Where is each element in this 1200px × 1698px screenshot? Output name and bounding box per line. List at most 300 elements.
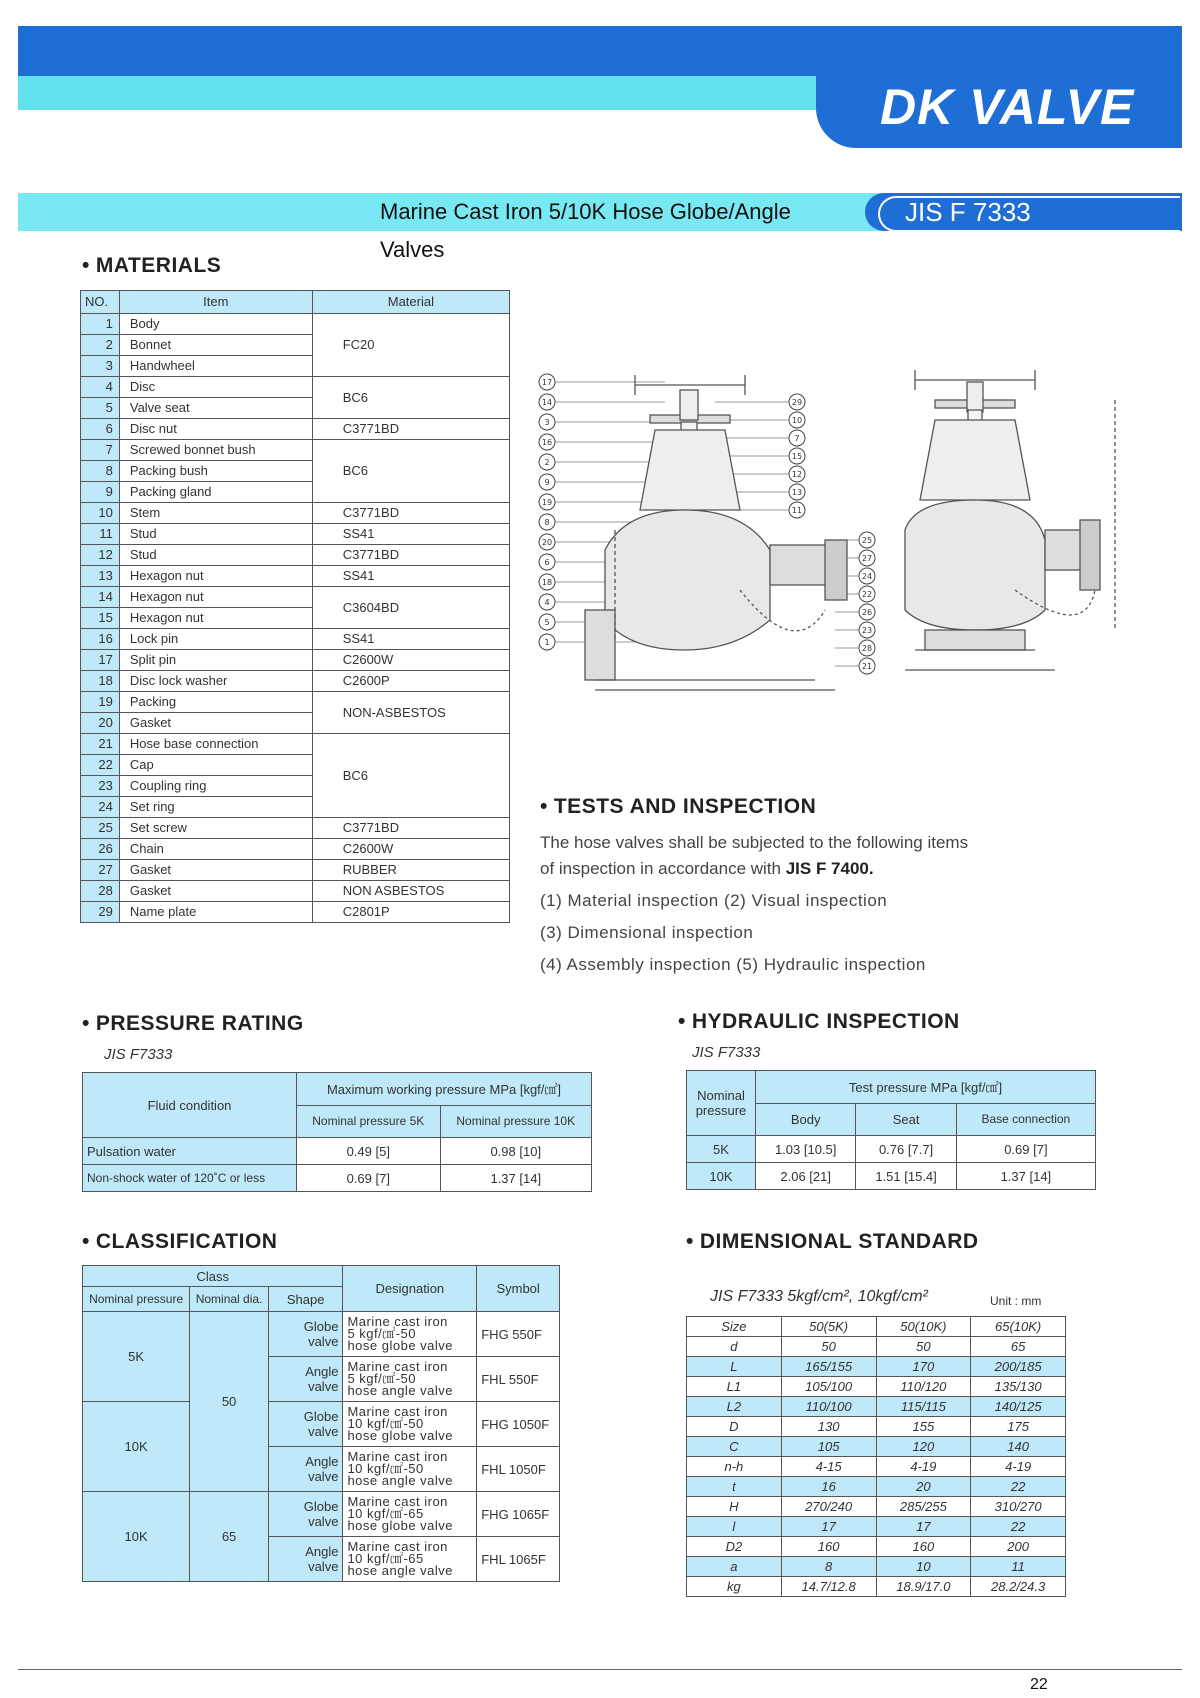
material-no: 3 (81, 356, 120, 377)
material-item: Hexagon nut (119, 566, 312, 587)
dimensional-value: 8 (781, 1557, 876, 1577)
class-shape: Angle valve (268, 1357, 343, 1402)
max-pressure-header: Maximum working pressure MPa [kgf/㎠] (297, 1073, 592, 1106)
pressure-table (82, 1072, 592, 1192)
hyd-row-pressure: 5K (687, 1136, 756, 1163)
material-row (81, 839, 510, 860)
class-shape: Angle valve (268, 1537, 343, 1582)
class-pressure-10k: 10K (83, 1492, 190, 1582)
designation-line: hose globe valve (347, 1518, 454, 1533)
callout-label: 25 (861, 536, 873, 545)
material-no: 18 (81, 671, 120, 692)
callout-label: 11 (791, 506, 803, 515)
material-item: Bonnet (119, 335, 312, 356)
material-item: Stud (119, 545, 312, 566)
class-shape: Globe valve (268, 1402, 343, 1447)
material-row (81, 650, 510, 671)
dimensional-value: 50 (781, 1337, 876, 1357)
dimensional-header-row (687, 1317, 1066, 1337)
material-row (81, 440, 510, 461)
material-value: BC6 (312, 734, 509, 818)
material-item: Hexagon nut (119, 587, 312, 608)
dimensional-note: JIS F7333 5kgf/cm², 10kgf/cm² (710, 1288, 928, 1305)
material-value: SS41 (312, 629, 509, 650)
dimensional-value: 175 (971, 1417, 1066, 1437)
callout-label: 17 (541, 378, 553, 387)
class-designation (343, 1312, 477, 1357)
dimensional-row (687, 1577, 1066, 1597)
material-item: Disc lock washer (119, 671, 312, 692)
material-no: 9 (81, 482, 120, 503)
dimensional-row (687, 1377, 1066, 1397)
material-no: 14 (81, 587, 120, 608)
classification-table (82, 1265, 560, 1582)
material-value: C2600P (312, 671, 509, 692)
dimensional-value: 28.2/24.3 (971, 1577, 1066, 1597)
material-row (81, 671, 510, 692)
material-item: Packing bush (119, 461, 312, 482)
material-row (81, 545, 510, 566)
nominal-pressure-header: Nominal pressure (687, 1071, 756, 1136)
class-symbol: FHG 1050F (477, 1402, 560, 1447)
material-row (81, 587, 510, 608)
dimensional-value: 140/125 (971, 1397, 1066, 1417)
material-row (81, 419, 510, 440)
header-band (18, 26, 1182, 76)
material-no: 1 (81, 314, 120, 335)
class-pressure-10k: 10K (83, 1402, 190, 1492)
dimensional-value: 200/185 (971, 1357, 1066, 1377)
dimensional-value: 165/155 (781, 1357, 876, 1377)
material-no: 19 (81, 692, 120, 713)
dimensional-value: 20 (876, 1477, 971, 1497)
dimensional-value: 22 (971, 1477, 1066, 1497)
fluid-condition-header: Fluid condition (83, 1073, 297, 1138)
dimensional-value: 50 (876, 1337, 971, 1357)
callout-label: 7 (794, 434, 800, 443)
class-symbol: FHL 1065F (477, 1537, 560, 1582)
material-row (81, 314, 510, 335)
designation-line: Marine cast iron (347, 1314, 448, 1329)
callout-label: 1 (544, 638, 550, 647)
material-value: C3771BD (312, 818, 509, 839)
dimensional-symbol: D2 (687, 1537, 782, 1557)
brand-name: DK VALVE (880, 79, 1135, 135)
col-material: Material (312, 291, 509, 314)
pressure-row-5k: 0.69 [7] (297, 1165, 441, 1192)
dimensional-value: 11 (971, 1557, 1066, 1577)
material-no: 27 (81, 860, 120, 881)
dimensional-row (687, 1457, 1066, 1477)
material-no: 15 (81, 608, 120, 629)
material-item: Gasket (119, 860, 312, 881)
hyd-row-base: 1.37 [14] (956, 1163, 1095, 1190)
class-shape: Angle valve (268, 1447, 343, 1492)
dimensional-row (687, 1477, 1066, 1497)
dimensional-symbol: l (687, 1517, 782, 1537)
material-row (81, 524, 510, 545)
dimensional-value: 310/270 (971, 1497, 1066, 1517)
class-shape: Globe valve (268, 1492, 343, 1537)
material-item: Packing (119, 692, 312, 713)
designation-line: Marine cast iron (347, 1404, 448, 1419)
materials-heading: • MATERIALS (82, 254, 221, 278)
dimensional-symbol: L1 (687, 1377, 782, 1397)
callout-label: 5 (544, 618, 550, 627)
dimensional-value: 110/120 (876, 1377, 971, 1397)
material-value: FC20 (312, 314, 509, 377)
callout-label: 29 (791, 398, 803, 407)
material-row (81, 566, 510, 587)
dimensional-value: 4-19 (971, 1457, 1066, 1477)
material-no: 4 (81, 377, 120, 398)
material-value: C3771BD (312, 545, 509, 566)
designation-line: Marine cast iron (347, 1539, 448, 1554)
material-no: 20 (81, 713, 120, 734)
dimensional-value: 270/240 (781, 1497, 876, 1517)
nominal-pressure-col: Nominal pressure (83, 1287, 190, 1312)
dimensional-value: 105 (781, 1437, 876, 1457)
material-no: 16 (81, 629, 120, 650)
material-no: 8 (81, 461, 120, 482)
hyd-row-base: 0.69 [7] (956, 1136, 1095, 1163)
material-value: BC6 (312, 377, 509, 419)
dimensional-value: 120 (876, 1437, 971, 1457)
tests-item-line-3: (4) Assembly inspection (5) Hydraulic inspection (540, 955, 926, 974)
material-item: Valve seat (119, 398, 312, 419)
hyd-row-seat: 1.51 [15.4] (856, 1163, 956, 1190)
dimensional-row (687, 1517, 1066, 1537)
class-designation (343, 1402, 477, 1447)
dimensional-symbol: kg (687, 1577, 782, 1597)
base-header: Base connection (956, 1103, 1095, 1136)
footer-rule (18, 1669, 1182, 1670)
col-item: Item (119, 291, 312, 314)
designation-line: hose angle valve (347, 1383, 454, 1398)
hyd-row-body: 2.06 [21] (756, 1163, 856, 1190)
material-item: Gasket (119, 881, 312, 902)
callout-label: 2 (544, 458, 550, 467)
designation-line: hose angle valve (347, 1563, 454, 1578)
tests-heading: • TESTS AND INSPECTION (540, 795, 816, 819)
material-value: RUBBER (312, 860, 509, 881)
dimensional-heading: • DIMENSIONAL STANDARD (686, 1230, 979, 1254)
material-value: SS41 (312, 566, 509, 587)
material-item: Stud (119, 524, 312, 545)
callout-label: 13 (791, 488, 803, 497)
dimensional-header-cell: Size (687, 1317, 782, 1337)
tests-intro-text: of inspection in accordance with (540, 859, 786, 878)
callout-label: 28 (861, 644, 873, 653)
class-designation (343, 1447, 477, 1492)
material-row (81, 692, 510, 713)
callout-label: 24 (861, 572, 873, 581)
designation-line: 10 kgf/㎠-65 (347, 1551, 424, 1566)
class-symbol: FHG 1065F (477, 1492, 560, 1537)
test-pressure-header: Test pressure MPa [kgf/㎠] (756, 1071, 1096, 1104)
class-header: Class (83, 1266, 343, 1287)
dimensional-value: 4-15 (781, 1457, 876, 1477)
designation-line: 10 kgf/㎠-50 (347, 1416, 424, 1431)
material-item: Disc nut (119, 419, 312, 440)
hyd-row-body: 1.03 [10.5] (756, 1136, 856, 1163)
material-no: 12 (81, 545, 120, 566)
dimensional-value: 18.9/17.0 (876, 1577, 971, 1597)
class-designation (343, 1492, 477, 1537)
nominal-5k-header: Nominal pressure 5K (297, 1105, 441, 1138)
dimensional-row (687, 1397, 1066, 1417)
header-accent (18, 76, 818, 110)
material-row (81, 902, 510, 923)
hyd-row-seat: 0.76 [7.7] (856, 1136, 956, 1163)
material-row (81, 377, 510, 398)
dimensional-value: 17 (781, 1517, 876, 1537)
class-designation (343, 1537, 477, 1582)
dimensional-value: 17 (876, 1517, 971, 1537)
material-no: 7 (81, 440, 120, 461)
dimensional-value: 4-19 (876, 1457, 971, 1477)
callout-label: 23 (861, 626, 873, 635)
dimensional-unit: Unit : mm (990, 1294, 1042, 1308)
class-dia-65: 65 (190, 1492, 269, 1582)
dimensional-value: 16 (781, 1477, 876, 1497)
dimensional-row (687, 1337, 1066, 1357)
material-item: Chain (119, 839, 312, 860)
material-no: 13 (81, 566, 120, 587)
material-item: Packing gland (119, 482, 312, 503)
tests-intro (540, 830, 1060, 978)
designation-line: 10 kgf/㎠-65 (347, 1506, 424, 1521)
dimensional-symbol: n-h (687, 1457, 782, 1477)
material-value: C3604BD (312, 587, 509, 629)
material-item: Hose base connection (119, 734, 312, 755)
material-item: Stem (119, 503, 312, 524)
dimensional-symbol: C (687, 1437, 782, 1457)
material-row (81, 860, 510, 881)
material-item: Handwheel (119, 356, 312, 377)
designation-line: hose globe valve (347, 1428, 454, 1443)
material-item: Screwed bonnet bush (119, 440, 312, 461)
tests-standard-ref: JIS F 7400. (785, 859, 874, 878)
callout-label: 21 (861, 662, 873, 671)
callout-label: 3 (544, 418, 550, 427)
callout-label: 12 (791, 470, 803, 479)
dimensional-value: 140 (971, 1437, 1066, 1457)
material-item: Disc (119, 377, 312, 398)
material-no: 11 (81, 524, 120, 545)
designation-line: Marine cast iron (347, 1449, 448, 1464)
tests-intro-line-1: The hose valves shall be subjected to the following items (540, 833, 969, 852)
dimensional-row (687, 1537, 1066, 1557)
callout-label: 8 (544, 518, 550, 527)
dimensional-value: 285/255 (876, 1497, 971, 1517)
material-item: Coupling ring (119, 776, 312, 797)
callout-label: 18 (541, 578, 553, 587)
dimensional-value: 10 (876, 1557, 971, 1577)
nominal-10k-header: Nominal pressure 10K (440, 1105, 591, 1138)
designation-line: Marine cast iron (347, 1359, 448, 1374)
standard-label: JIS F 7333 (905, 197, 1031, 227)
dimensional-symbol: D (687, 1417, 782, 1437)
material-no: 24 (81, 797, 120, 818)
class-symbol: FHL 550F (477, 1357, 560, 1402)
material-item: Set screw (119, 818, 312, 839)
body-header: Body (756, 1103, 856, 1136)
valve-drawing (535, 360, 1135, 740)
material-no: 2 (81, 335, 120, 356)
dimensional-table (686, 1316, 1066, 1597)
hydraulic-heading: • HYDRAULIC INSPECTION (678, 1010, 960, 1034)
pressure-row-cond: Pulsation water (83, 1138, 297, 1165)
callout-label: 14 (541, 398, 553, 407)
class-symbol: FHL 1050F (477, 1447, 560, 1492)
pressure-note: JIS F7333 (104, 1046, 173, 1063)
callout-label: 4 (544, 598, 550, 607)
class-dia-50: 50 (190, 1312, 269, 1492)
page-title: Marine Cast Iron 5/10K Hose Globe/Angle Valves (380, 199, 791, 262)
class-shape: Globe valve (268, 1312, 343, 1357)
pressure-heading: • PRESSURE RATING (82, 1012, 304, 1036)
dimensional-row (687, 1357, 1066, 1377)
material-value: NON-ASBESTOS (312, 692, 509, 734)
dimensional-symbol: a (687, 1557, 782, 1577)
material-no: 6 (81, 419, 120, 440)
dimensional-value: 170 (876, 1357, 971, 1377)
material-item: Name plate (119, 902, 312, 923)
material-row (81, 881, 510, 902)
material-value: SS41 (312, 524, 509, 545)
dimensional-value: 110/100 (781, 1397, 876, 1417)
dimensional-value: 105/100 (781, 1377, 876, 1397)
dimensional-header-cell: 50(10K) (876, 1317, 971, 1337)
material-item: Split pin (119, 650, 312, 671)
callout-label: 16 (541, 438, 553, 447)
dimensional-value: 130 (781, 1417, 876, 1437)
callout-label: 10 (791, 416, 803, 425)
pressure-row-cond: Non-shock water of 120˚C or less (83, 1165, 297, 1192)
dimensional-value: 115/115 (876, 1397, 971, 1417)
material-value: C2801P (312, 902, 509, 923)
material-row (81, 734, 510, 755)
shape-col: Shape (268, 1287, 343, 1312)
materials-table (80, 290, 510, 923)
material-item: Cap (119, 755, 312, 776)
designation-line: 10 kgf/㎠-50 (347, 1461, 424, 1476)
classification-heading: • CLASSIFICATION (82, 1230, 277, 1254)
callout-label: 6 (544, 558, 550, 567)
dimensional-value: 22 (971, 1517, 1066, 1537)
material-row (81, 629, 510, 650)
dimensional-value: 200 (971, 1537, 1066, 1557)
dimensional-value: 65 (971, 1337, 1066, 1357)
material-row (81, 503, 510, 524)
dimensional-row (687, 1557, 1066, 1577)
material-item: Hexagon nut (119, 608, 312, 629)
designation-line: hose globe valve (347, 1338, 454, 1353)
dimensional-symbol: L2 (687, 1397, 782, 1417)
tests-item-line-2: (3) Dimensional inspection (540, 923, 754, 942)
material-item: Set ring (119, 797, 312, 818)
angle-valve-sketch (905, 370, 1115, 670)
material-item: Body (119, 314, 312, 335)
material-no: 21 (81, 734, 120, 755)
tests-item-line-1: (1) Material inspection (2) Visual inspection (540, 891, 888, 910)
callout-label: 19 (541, 498, 553, 507)
designation-line: hose angle valve (347, 1473, 454, 1488)
material-item: Lock pin (119, 629, 312, 650)
seat-header: Seat (856, 1103, 956, 1136)
material-no: 28 (81, 881, 120, 902)
pressure-row-5k: 0.49 [5] (297, 1138, 441, 1165)
hyd-row-pressure: 10K (687, 1163, 756, 1190)
pressure-row-10k: 0.98 [10] (440, 1138, 591, 1165)
pressure-row-10k: 1.37 [14] (440, 1165, 591, 1192)
dimensional-row (687, 1437, 1066, 1457)
dimensional-symbol: d (687, 1337, 782, 1357)
callout-label: 15 (791, 452, 803, 461)
dimensional-symbol: L (687, 1357, 782, 1377)
class-designation (343, 1357, 477, 1402)
material-no: 23 (81, 776, 120, 797)
material-value: NON ASBESTOS (312, 881, 509, 902)
material-value: BC6 (312, 440, 509, 503)
callout-label: 22 (861, 590, 873, 599)
dimensional-symbol: H (687, 1497, 782, 1517)
dimensional-value: 155 (876, 1417, 971, 1437)
callout-label: 9 (544, 478, 550, 487)
dimensional-value: 160 (876, 1537, 971, 1557)
material-value: C2600W (312, 650, 509, 671)
callout-label: 27 (861, 554, 873, 563)
col-no: NO. (81, 291, 120, 314)
dimensional-row (687, 1417, 1066, 1437)
designation-line: Marine cast iron (347, 1494, 448, 1509)
designation-header: Designation (343, 1266, 477, 1312)
material-no: 17 (81, 650, 120, 671)
material-value: C2600W (312, 839, 509, 860)
material-value: C3771BD (312, 503, 509, 524)
designation-line: 5 kgf/㎠-50 (347, 1326, 417, 1341)
material-no: 25 (81, 818, 120, 839)
dimensional-value: 14.7/12.8 (781, 1577, 876, 1597)
dimensional-row (687, 1497, 1066, 1517)
callout-label: 26 (861, 608, 873, 617)
material-no: 26 (81, 839, 120, 860)
designation-line: 5 kgf/㎠-50 (347, 1371, 417, 1386)
material-row (81, 818, 510, 839)
dimensional-value: 160 (781, 1537, 876, 1557)
nominal-dia-col: Nominal dia. (190, 1287, 269, 1312)
callout-label: 20 (541, 538, 553, 547)
tests-intro-line-2 (540, 856, 1060, 882)
dimensional-value: 135/130 (971, 1377, 1066, 1397)
dimensional-symbol: t (687, 1477, 782, 1497)
hydraulic-note: JIS F7333 (692, 1044, 761, 1061)
dimensional-header-cell: 50(5K) (781, 1317, 876, 1337)
symbol-header: Symbol (477, 1266, 560, 1312)
material-value: C3771BD (312, 419, 509, 440)
material-no: 10 (81, 503, 120, 524)
hydraulic-table (686, 1070, 1096, 1190)
material-item: Gasket (119, 713, 312, 734)
dimensional-header-cell: 65(10K) (971, 1317, 1066, 1337)
material-no: 5 (81, 398, 120, 419)
class-pressure-5k: 5K (83, 1312, 190, 1402)
material-no: 29 (81, 902, 120, 923)
class-symbol: FHG 550F (477, 1312, 560, 1357)
page-number: 22 (1030, 1676, 1048, 1693)
material-no: 22 (81, 755, 120, 776)
